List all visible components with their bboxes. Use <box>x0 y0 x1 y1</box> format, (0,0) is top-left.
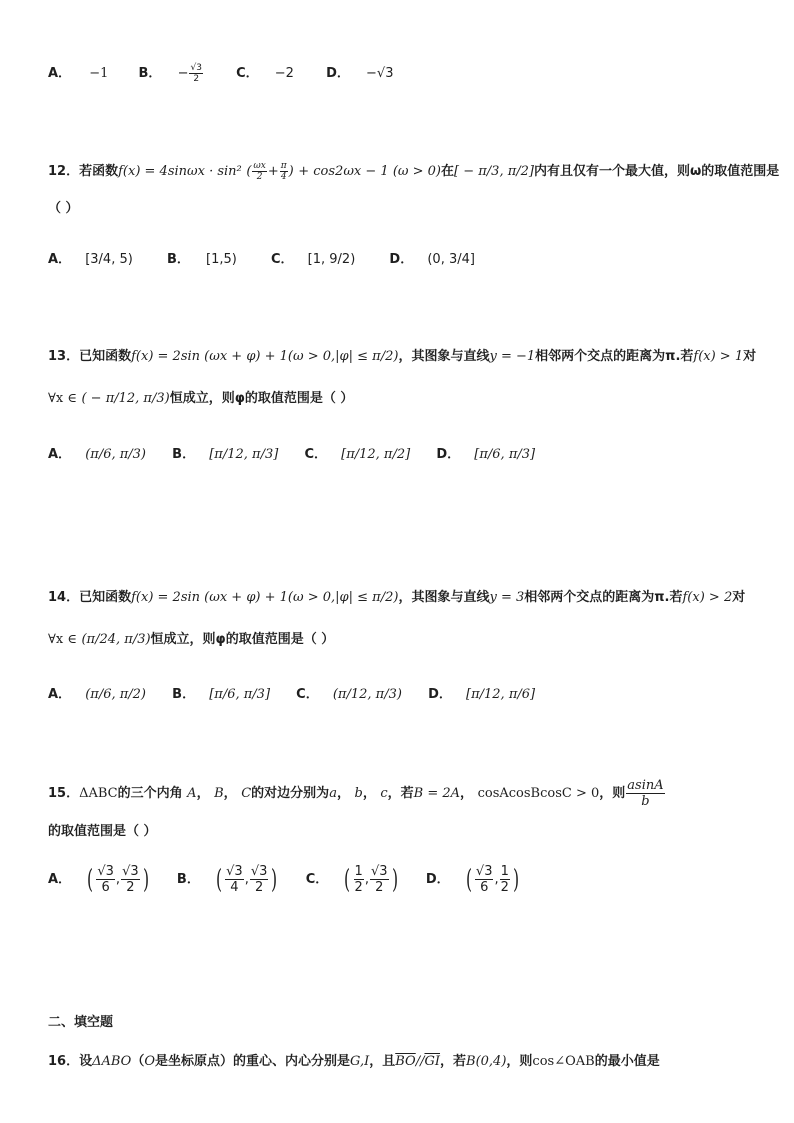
frac-num: 1 <box>500 864 509 879</box>
option-a-label: A． <box>48 872 72 887</box>
frac-num: √3 <box>475 864 493 879</box>
q12-paren: （ ） <box>48 201 79 216</box>
stem-text: 相邻两个交点的距离为π.若 <box>535 349 694 364</box>
q12-stem: 12．若函数f(x) = 4sinωx · sin² ( $\frac{\omega x}{2}$ + $\frac{\pi}{4}$ ) + cos2ωx − 1 (ω > 0)在[ − π/3, π/2]内有且仅有一个最大值，则ω的取值范围是 <box>48 161 780 182</box>
option-b-label: B． <box>138 66 162 81</box>
option-d-label: D． <box>389 252 414 267</box>
frac-num: √3 <box>97 864 114 879</box>
plus: + <box>267 164 279 179</box>
line-eq: y = 3 <box>489 590 525 605</box>
forall: ∀x ∈ <box>48 391 77 406</box>
angle-b: B <box>214 786 224 801</box>
option-a-value: ( $\frac{√3}{6}$ , $\frac{√3}{2}$ ) <box>87 864 149 895</box>
frac-num: √3 <box>250 864 268 879</box>
frac-den: 2 <box>126 880 135 895</box>
q14-stem: 14．已知函数f(x) = 2sin (ωx + φ) + 1(ω > 0,|φ| ≤ π/2)，其图象与直线y = 3相邻两个交点的距离为π.若f(x) > 2对 <box>48 590 746 605</box>
stem-text: 内有且仅有一个最大值，则ω的取值范围是 <box>533 164 780 179</box>
parallel: // <box>415 1054 425 1069</box>
q13-stem-2 <box>48 387 353 406</box>
option-a-value: [3/4, 5) <box>85 252 133 267</box>
option-d-value: (0, 3/4] <box>427 252 475 267</box>
section-title: 二、填空题 <box>48 1015 114 1030</box>
stem-text: 的最小值是 <box>594 1054 660 1069</box>
stem-text: 是坐标原点）的重心、内心分别是 <box>155 1054 351 1069</box>
q15-stem <box>48 778 666 809</box>
stem-text: ，则 <box>599 786 626 801</box>
stem-text: （ <box>131 1054 145 1069</box>
option-c-label: C． <box>270 252 294 267</box>
formula: f(x) = 2sin (ωx + φ) + 1 <box>131 590 288 605</box>
comma: ， <box>223 786 237 801</box>
frac-num: π <box>280 161 287 171</box>
option-a-label: A． <box>48 66 72 81</box>
q16-stem <box>48 1050 660 1069</box>
option-d-value: −√3 <box>366 66 394 81</box>
stem-text: 恒成立，则φ的取值范围是（ ） <box>169 391 354 406</box>
formula: f(x) = 4sinωx · sin² <box>118 164 242 179</box>
option-a-value: (π/6, π/2) <box>85 687 147 702</box>
frac-den: b <box>641 794 650 809</box>
frac-den: 2 <box>354 880 363 895</box>
cos-expr: cos∠OAB <box>532 1054 595 1069</box>
option-a-value: (π/6, π/3) <box>85 447 147 462</box>
option-d-label: D． <box>326 66 350 81</box>
option-b-label: B． <box>176 872 200 887</box>
frac-num: asinA <box>627 778 664 793</box>
option-c-value: (π/12, π/3) <box>332 687 402 702</box>
q11-options <box>48 62 393 84</box>
option-d-value: ( $\frac{√3}{6}$ , $\frac{1}{2}$ ) <box>465 864 520 895</box>
stem-text: 已知函数 <box>79 590 132 605</box>
condition-1: B = 2A <box>413 786 461 801</box>
q14-stem-2 <box>48 628 334 647</box>
stem-text: 的对边分别为 <box>251 786 330 801</box>
comma: ， <box>362 786 376 801</box>
q15-stem-2: 的取值范围是（ ） <box>48 824 157 839</box>
interval: ( − π/12, π/3) <box>81 391 170 406</box>
question-number: 12． <box>48 164 80 179</box>
condition-2: cosAcosBcosC > 0 <box>477 786 600 801</box>
frac-den: 4 <box>230 880 239 895</box>
option-d-value: [π/6, π/3] <box>474 447 536 462</box>
option-b-label: B． <box>166 252 190 267</box>
stem-text: ，若 <box>440 1054 467 1069</box>
frac-num: √3 <box>226 864 243 879</box>
option-b-den: 2 <box>193 74 200 84</box>
frac-den: 6 <box>101 880 110 895</box>
comma: ， <box>196 786 210 801</box>
inequality: f(x) > 2 <box>682 590 733 605</box>
frac-den: 2 <box>256 172 263 182</box>
side-a: a <box>329 786 337 801</box>
frac-num: √3 <box>370 864 388 879</box>
option-c-value: [1, 9/2) <box>307 252 356 267</box>
frac-num: √3 <box>122 864 139 879</box>
option-b-value: [π/6, π/3] <box>209 687 271 702</box>
option-b-value: [1,5) <box>206 252 237 267</box>
stem-text: ，其图象与直线 <box>398 349 490 364</box>
option-b-num: √3 <box>190 63 202 73</box>
condition: ω > 0,|φ| ≤ π/2 <box>293 590 394 605</box>
option-a-label: A． <box>48 447 72 462</box>
frac-den: 4 <box>280 172 287 182</box>
point-b: B(0,4) <box>466 1054 507 1069</box>
angle-c: C <box>241 786 252 801</box>
stem-text: ，且 <box>369 1054 396 1069</box>
option-c-value: −2 <box>274 66 294 81</box>
option-b-label: B． <box>172 447 196 462</box>
interval: [ − π/3, π/2] <box>454 164 534 179</box>
q12-options <box>48 248 475 267</box>
frac-den: 2 <box>375 880 384 895</box>
stem-text: ，则 <box>506 1054 533 1069</box>
stem-text: ，其图象与直线 <box>398 590 490 605</box>
stem-text: 的三个内角 <box>117 786 183 801</box>
q13-options <box>48 443 535 462</box>
angle-a: A <box>187 786 197 801</box>
option-c-label: C． <box>304 447 327 462</box>
side-c: c <box>380 786 388 801</box>
frac-den: 2 <box>254 880 264 895</box>
frac-num: ωx <box>253 161 266 171</box>
question-number: 14． <box>48 590 80 605</box>
stem-text: 对 <box>732 590 746 605</box>
frac-den: 2 <box>500 880 509 895</box>
inequality: f(x) > 1 <box>693 349 744 364</box>
frac-den: 6 <box>480 880 489 895</box>
option-d-label: D． <box>428 687 452 702</box>
q13-stem: 13．已知函数f(x) = 2sin (ωx + φ) + 1(ω > 0,|φ| ≤ π/2)，其图象与直线y = −1相邻两个交点的距离为π.若f(x) > 1对 <box>48 349 757 364</box>
q14-options <box>48 683 535 702</box>
option-b-value: [π/12, π/3] <box>209 447 279 462</box>
triangle: ΔABC <box>79 786 118 801</box>
vector-gi: $\overline{GI}$ <box>424 1054 441 1069</box>
frac-num: 1 <box>354 864 363 879</box>
comma: ， <box>336 786 350 801</box>
question-number: 15． <box>48 786 80 801</box>
stem-text: ，若 <box>387 786 414 801</box>
stem-text: 在 <box>441 164 455 179</box>
stem-text: 设 <box>79 1054 93 1069</box>
triangle: ΔABO <box>92 1054 132 1069</box>
option-c-label: C． <box>305 872 329 887</box>
formula-rest: + cos2ωx − 1 (ω > 0) <box>298 164 441 179</box>
option-a-label: A． <box>48 252 72 267</box>
stem-text: 若函数 <box>79 164 119 179</box>
points-gi: G,I <box>350 1054 370 1069</box>
comma: ， <box>460 786 474 801</box>
formula: f(x) = 2sin (ωx + φ) + 1 <box>131 349 288 364</box>
stem-text: 恒成立，则φ的取值范围是（ ） <box>150 632 335 647</box>
option-c-value: ( $\frac{1}{2}$ , $\frac{√3}{2}$ ) <box>344 864 398 895</box>
option-c-value: [π/12, π/2] <box>341 447 411 462</box>
option-b-label: B． <box>172 687 196 702</box>
option-b-value: ( $\frac{√3}{4}$ , $\frac{√3}{2}$ ) <box>216 864 278 895</box>
stem-text: 相邻两个交点的距离为π.若 <box>524 590 683 605</box>
stem-text: 已知函数 <box>79 349 132 364</box>
vector-bo: $\overline{BO}$ <box>395 1054 416 1069</box>
option-d-label: D． <box>436 447 461 462</box>
side-b: b <box>354 786 363 801</box>
option-a-value: −1 <box>89 66 109 81</box>
option-d-label: D． <box>425 872 450 887</box>
option-a-label: A． <box>48 687 72 702</box>
forall: ∀x ∈ <box>48 632 77 647</box>
question-number: 16． <box>48 1054 80 1069</box>
q15-options <box>48 864 521 895</box>
origin: O <box>144 1054 156 1069</box>
question-number: 13． <box>48 349 80 364</box>
option-c-label: C． <box>236 66 259 81</box>
option-d-value: [π/12, π/6] <box>466 687 536 702</box>
stem-text: 对 <box>743 349 757 364</box>
option-b-sign: − <box>177 66 189 81</box>
condition: ω > 0,|φ| ≤ π/2 <box>293 349 394 364</box>
line-eq: y = −1 <box>489 349 536 364</box>
interval: (π/24, π/3) <box>81 632 151 647</box>
option-c-label: C． <box>296 687 319 702</box>
